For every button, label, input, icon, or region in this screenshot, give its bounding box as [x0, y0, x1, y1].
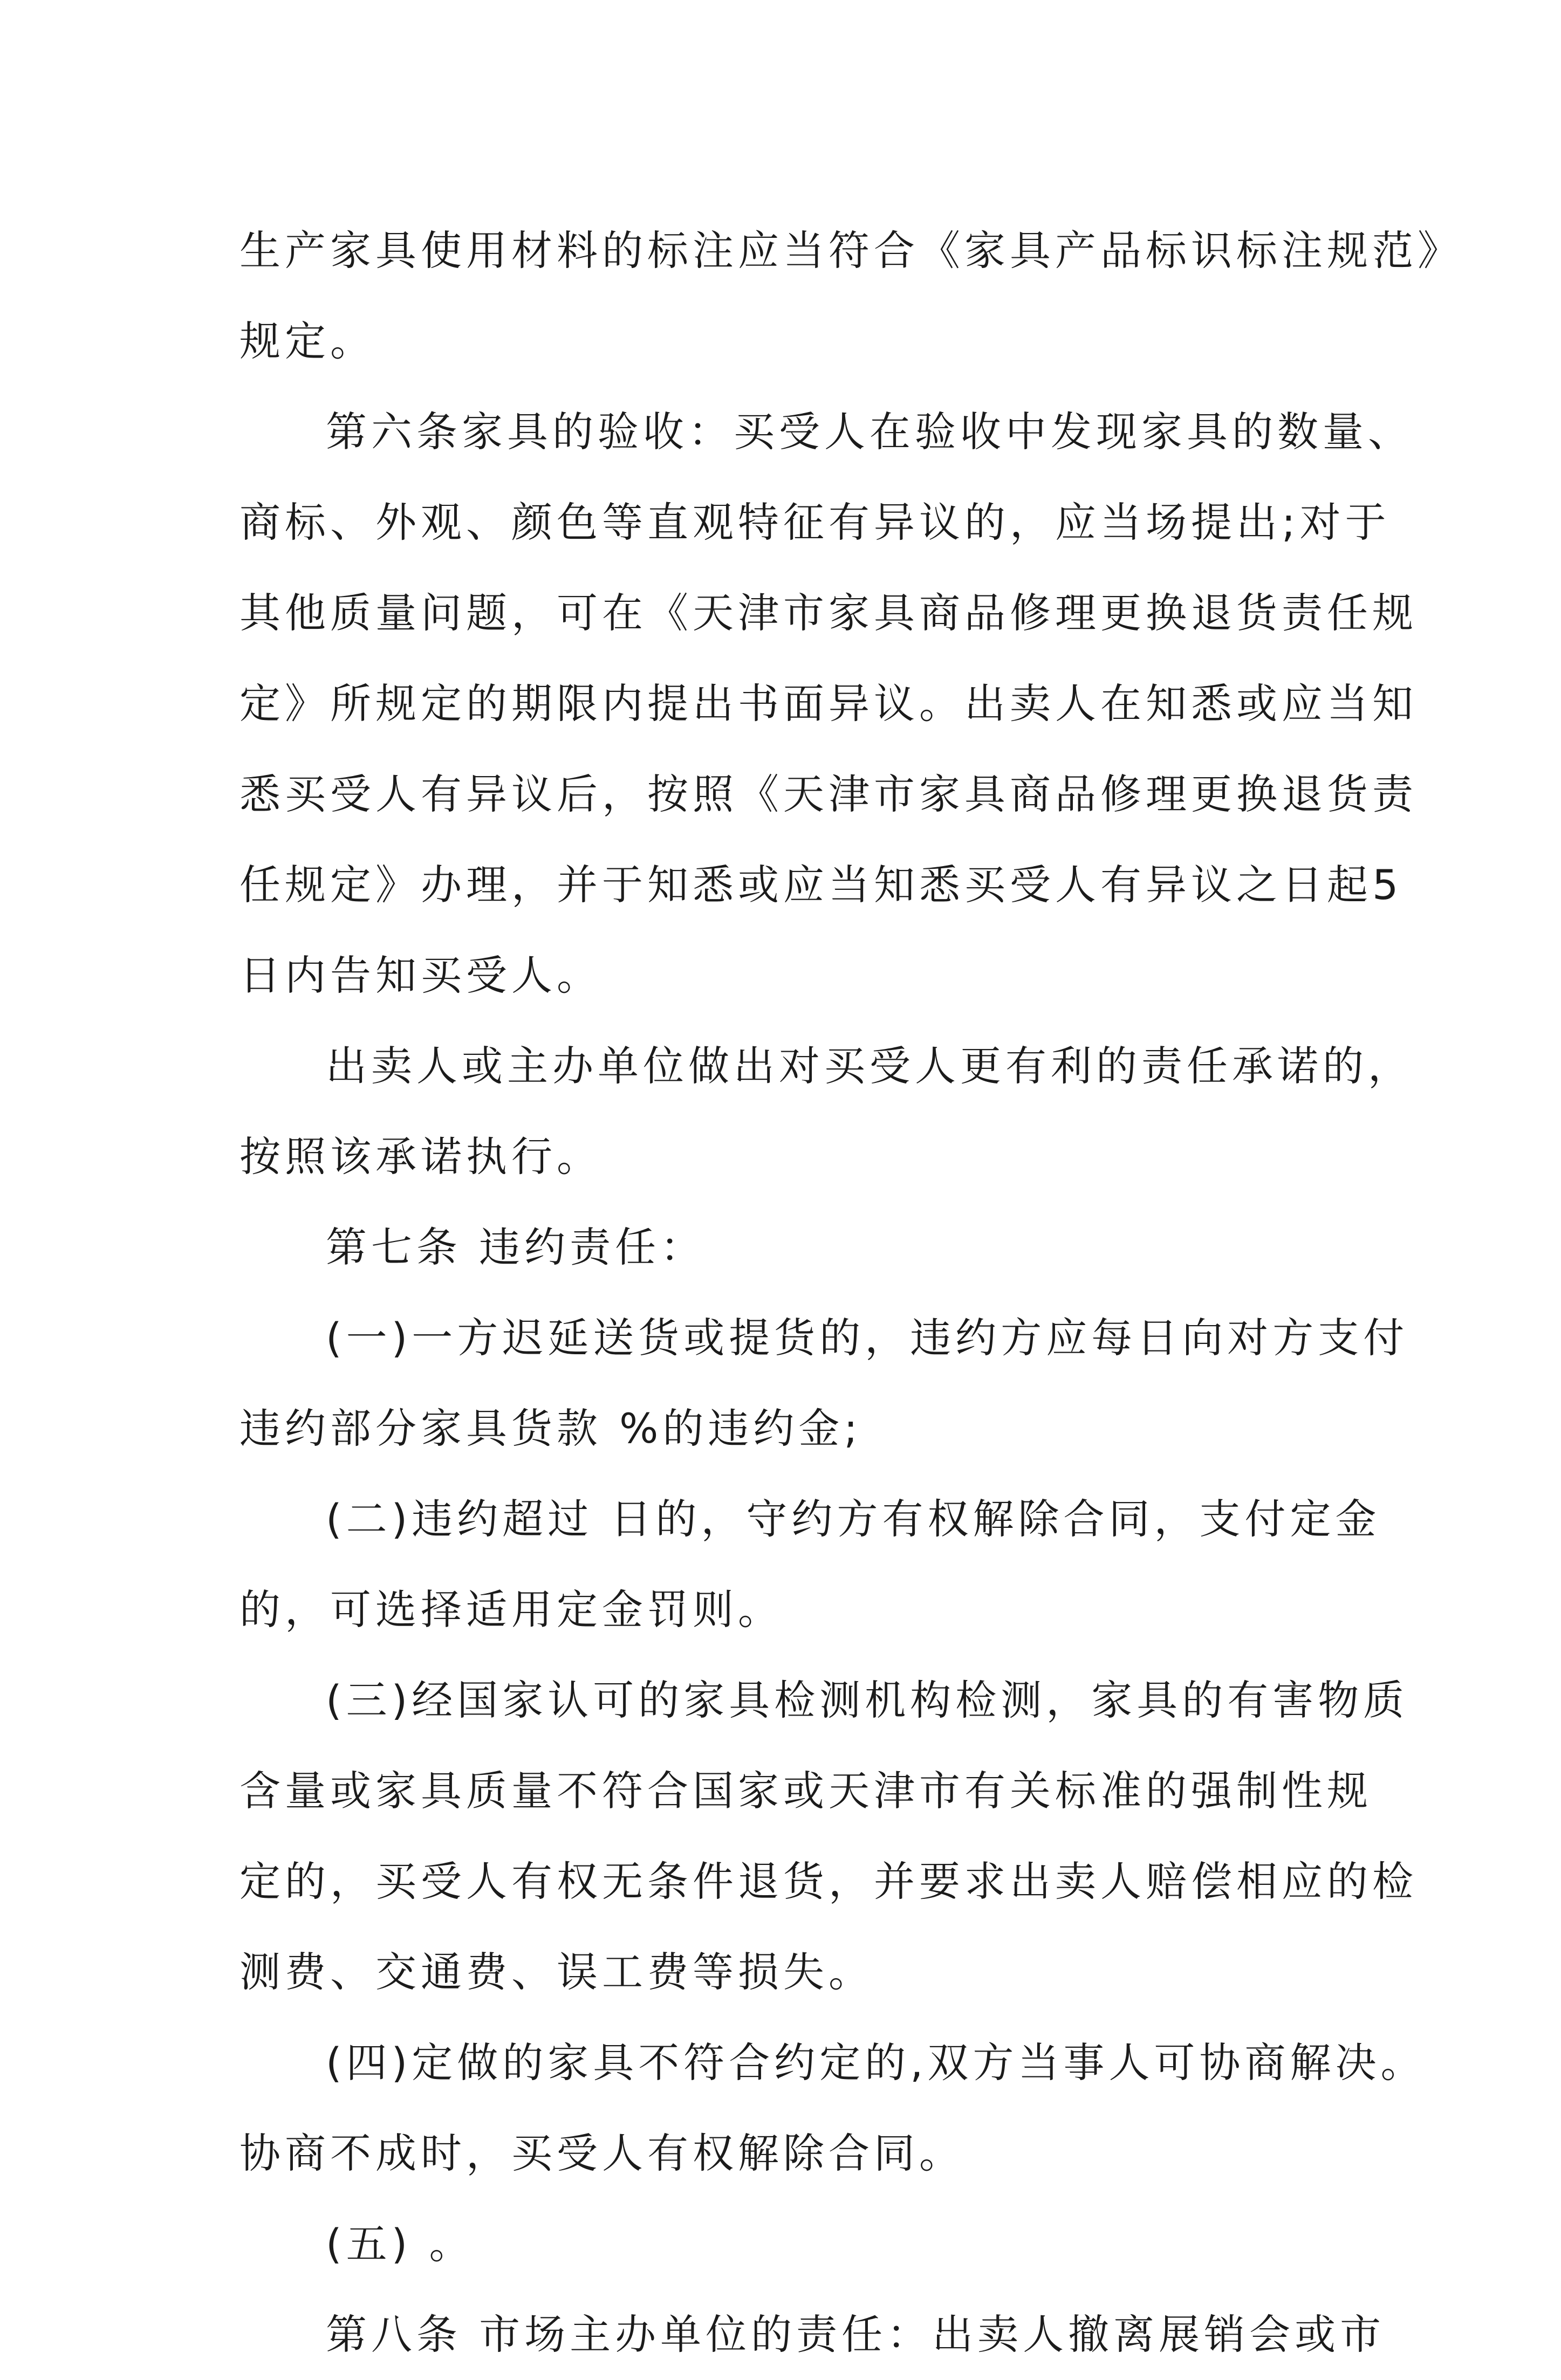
text-line: 定的，买受人有权无条件退货，并要求出卖人赔偿相应的检: [239, 1857, 1418, 1905]
text-line: 生产家具使用材料的标注应当符合《家具产品标识标注规范》: [239, 227, 1463, 275]
text-line: 测费、交通费、误工费等损失。: [239, 1948, 874, 1996]
text-line: 悉买受人有异议后，按照《天津市家具商品修理更换退货责: [239, 770, 1418, 818]
text-line: 第六条家具的验收：买受人在验收中发现家具的数量、: [326, 408, 1413, 456]
text-line: 按照该承诺执行。: [239, 1133, 602, 1181]
text-line: (五) 。: [326, 2220, 475, 2268]
document-body: [239, 205, 1463, 2380]
text-line: 违约部分家具货款 %的违约金;: [239, 1404, 862, 1452]
text-line: 协商不成时，买受人有权解除合同。: [239, 2129, 964, 2177]
text-line: 任规定》办理，并于知悉或应当知悉买受人有异议之日起5: [239, 861, 1403, 909]
text-line: 第七条 违约责任：: [326, 1223, 706, 1271]
text-line: 定》所规定的期限内提出书面异议。出卖人在知悉或应当知: [239, 680, 1418, 728]
text-line: (四)定做的家具不符合约定的,双方当事人可协商解决。: [326, 2039, 1426, 2087]
text-line: 的，可选择适用定金罚则。: [239, 1586, 783, 1634]
text-line: (三)经国家认可的家具检测机构检测，家具的有害物质: [326, 1676, 1409, 1724]
text-line: 日内告知买受人。: [239, 951, 602, 999]
text-line: (一)一方迟延送货或提货的，违约方应每日向对方支付: [326, 1314, 1409, 1362]
text-line: 含量或家具质量不符合国家或天津市有关标准的强制性规: [239, 1767, 1372, 1815]
text-line: 出卖人或主办单位做出对买受人更有利的责任承诺的，: [326, 1042, 1413, 1090]
text-line: 第八条 市场主办单位的责任：出卖人撤离展销会或市: [326, 2310, 1386, 2358]
text-line: 商标、外观、颜色等直观特征有异议的，应当场提出;对于: [239, 498, 1391, 546]
text-line: (二)违约超过 日的，守约方有权解除合同，支付定金: [326, 1495, 1381, 1543]
text-line: 规定。: [239, 317, 375, 365]
text-line: 其他质量问题，可在《天津市家具商品修理更换退货责任规: [239, 589, 1418, 637]
